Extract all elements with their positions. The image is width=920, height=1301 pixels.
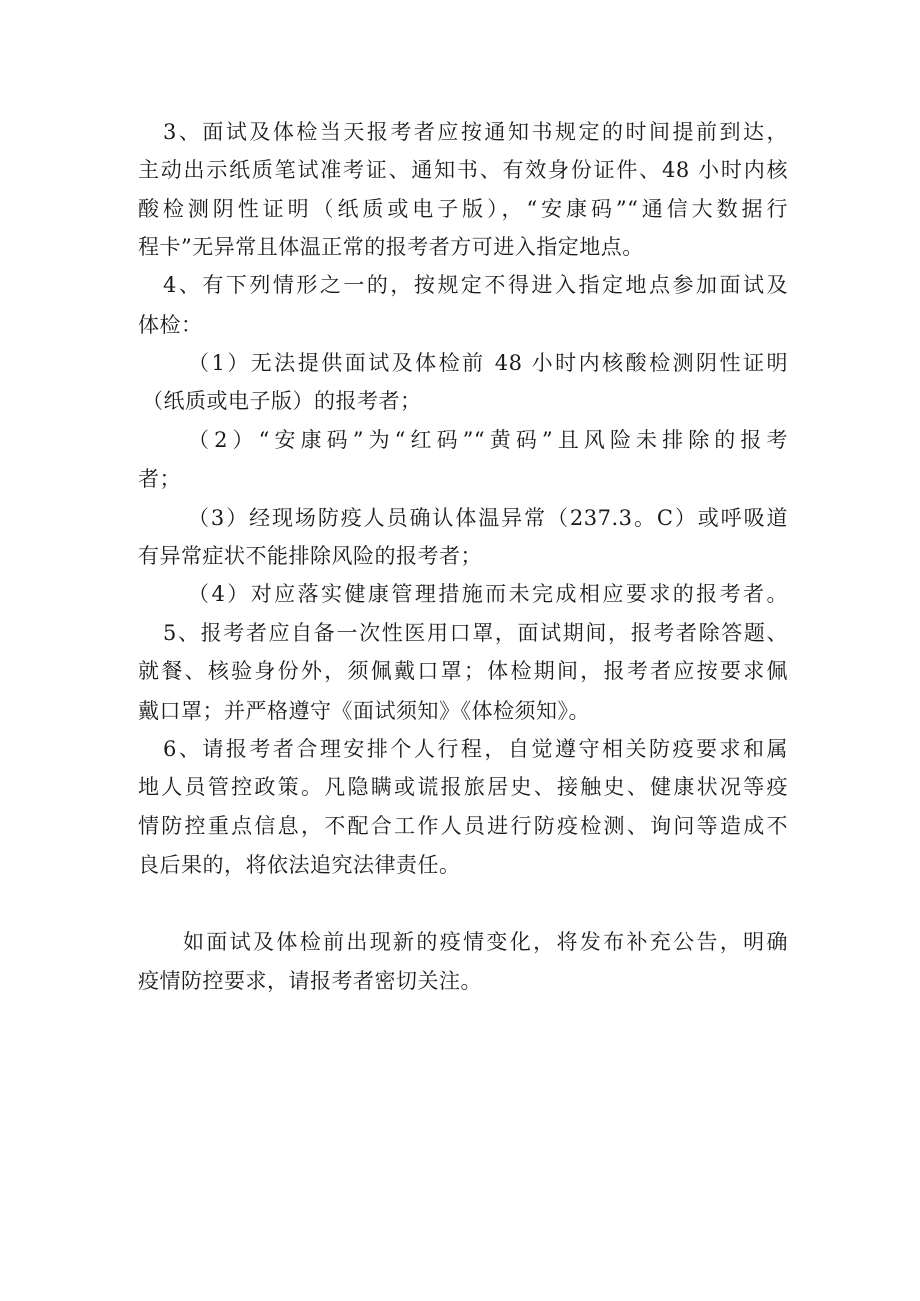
text-line: 戴口罩；并严格遵守《面试须知》《体检须知》。 (138, 699, 590, 723)
text-line: （1）无法提供面试及体检前 48 小时内核酸检测阴性证明 (188, 351, 788, 375)
text-line: 情防控重点信息，不配合工作人员进行防疫检测、询问等造成不 (138, 814, 788, 838)
text-line: 程卡”无异常且体温正常的报考者方可进入指定地点。 (138, 235, 644, 259)
text-line: 有异常症状不能排除风险的报考者； (138, 544, 482, 568)
text-line: 6、请报考者合理安排个人行程，自觉遵守相关防疫要求和属 (163, 737, 788, 761)
text-line: （4）对应落实健康管理措施而未完成相应要求的报考者。 (188, 582, 788, 606)
text-line: 良后果的，将依法追究法律责任。 (138, 853, 461, 877)
text-line: 就餐、核验身份外，须佩戴口罩；体检期间，报考者应按要求佩 (138, 659, 788, 683)
text-line: 如面试及体检前出现新的疫情变化，将发布补充公告，明确 (183, 930, 788, 954)
text-line: 体检： (138, 313, 203, 337)
text-line: 主动出示纸质笔试准考证、通知书、有效身份证件、48 小时内核 (138, 158, 788, 182)
text-line: （3）经现场防疫人员确认体温异常（237.3。C）或呼吸道 (188, 506, 788, 530)
text-line: 酸检测阴性证明（纸质或电子版），“安康码”“通信大数据行 (138, 197, 788, 221)
text-line: 3、面试及体检当天报考者应按通知书规定的时间提前到达， (163, 120, 788, 144)
text-line: 5、报考者应自备一次性医用口罩，面试期间，报考者除答题、 (163, 621, 788, 645)
text-line: 4、有下列情形之一的，按规定不得进入指定地点参加面试及 (163, 273, 788, 297)
text-line: （2）“安康码”为“红码”“黄码”且风险未排除的报考 (188, 428, 788, 452)
text-line: （纸质或电子版）的报考者； (142, 389, 422, 413)
text-line: 者； (138, 467, 181, 491)
text-line: 疫情防控要求，请报考者密切关注。 (138, 969, 482, 993)
text-line: 地人员管控政策。凡隐瞒或谎报旅居史、接触史、健康状况等疫 (138, 775, 788, 799)
